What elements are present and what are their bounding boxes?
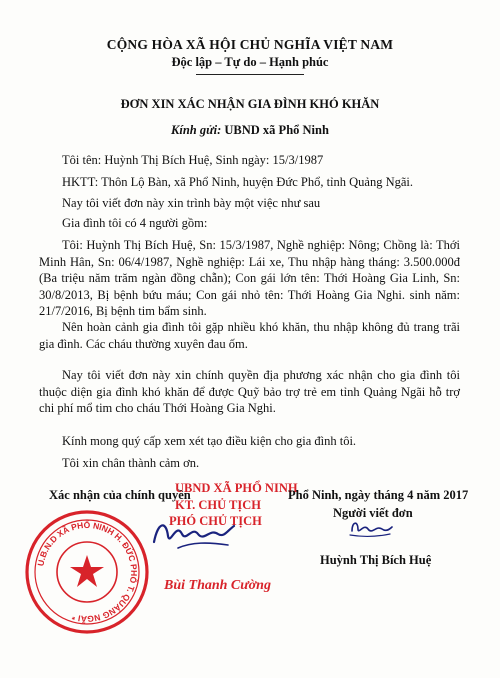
official-seal-icon xyxy=(22,507,152,637)
writer-signature-icon xyxy=(346,515,396,541)
svg-text:U.B.N.D XÃ PHỔ NINH H. ĐỨC PHỔ: U.B.N.D XÃ PHỔ NINH H. ĐỨC PHỔ T. QUẢNG NGÃI * xyxy=(35,519,140,625)
stamp-role-kt: KT. CHỦ TỊCH xyxy=(175,498,262,512)
national-title: CỘNG HÒA XÃ HỘI CHỦ NGHĨA VIỆT NAM xyxy=(106,37,394,52)
document-title: ĐƠN XIN XÁC NHẬN GIA ĐÌNH KHÓ KHĂN xyxy=(120,97,380,111)
address-line: HKTT: Thôn Lộ Bàn, xã Phổ Ninh, huyện Đức Phổ, tỉnh Quảng Ngãi. xyxy=(62,175,414,189)
writer-name: Huỳnh Thị Bích Huệ xyxy=(320,553,432,567)
date-line: Phổ Ninh, ngày tháng 4 năm 2017 xyxy=(288,488,469,502)
situation-paragraph: Nên hoàn cảnh gia đình tôi gặp nhiều khó khăn, thu nhập không đủ trang trãi gia đình. Các cháu thường xuyên đau ốm. xyxy=(39,320,460,351)
stamp-role-vice-chairman: PHÓ CHỦ TỊCH xyxy=(169,514,262,528)
family-count-line: Gia đình tôi có 4 người gồm: xyxy=(62,216,208,230)
recipient-line xyxy=(0,123,500,138)
hope-line: Kính mong quý cấp xem xét tạo điều kiện cho gia đình tôi. xyxy=(62,434,357,448)
recipient-label: Kính gửi: xyxy=(171,123,222,137)
chairman-handwritten-name xyxy=(162,571,272,597)
authority-confirmation-label: Xác nhận của chính quyền xyxy=(49,488,191,502)
thanks-line: Tôi xin chân thành cảm ơn. xyxy=(62,456,200,470)
intro-line: Nay tôi viết đơn này xin trình bày một việc như sau xyxy=(62,196,321,210)
chairman-signature-icon xyxy=(148,512,238,557)
writer-role: Người viết đơn xyxy=(333,506,413,520)
family-paragraph: Tôi: Huỳnh Thị Bích Huệ, Sn: 15/3/1987, Nghề nghiệp: Nông; Chồng là: Thới Minh Hân, Sn: 06/4/1987, Nghề nghiệp: Lái xe, Thu nhập hàng tháng: 3.500.000đ (Ba triệu năm trăm ngàn đồng chẵn); Con gái lớn tên: Thới Hoàng Gia Linh, Sn: 30/8/2013, Bị bệnh bứu máu; Con gái nhỏ tên: Thới Hoàng Gia Nghi. sinh năm: 21/7/2016, Bị bệnh tim bẩm sinh. xyxy=(39,238,460,318)
recipient-value: UBND xã Phổ Ninh xyxy=(224,123,329,137)
name-line: Tôi tên: Huỳnh Thị Bích Huệ, Sinh ngày: 15/3/1987 xyxy=(62,153,324,167)
svg-text:Bùi Thanh Cường: Bùi Thanh Cường xyxy=(164,578,271,593)
request-paragraph: Nay tôi viết đơn này xin chính quyền địa phương xác nhận cho gia đình tôi thuộc diện gia đình khó khăn để được Quỹ bảo trợ trẻ em tỉnh Quảng Ngãi hỗ trợ chi phí mổ tim cho cháu Thới Hoàng Gia Nghi. xyxy=(39,368,460,415)
national-motto: Độc lập – Tự do – Hạnh phúc xyxy=(171,55,329,69)
motto-underline xyxy=(196,74,304,75)
stamp-organization: UBND XÃ PHỔ NINH xyxy=(175,481,298,495)
